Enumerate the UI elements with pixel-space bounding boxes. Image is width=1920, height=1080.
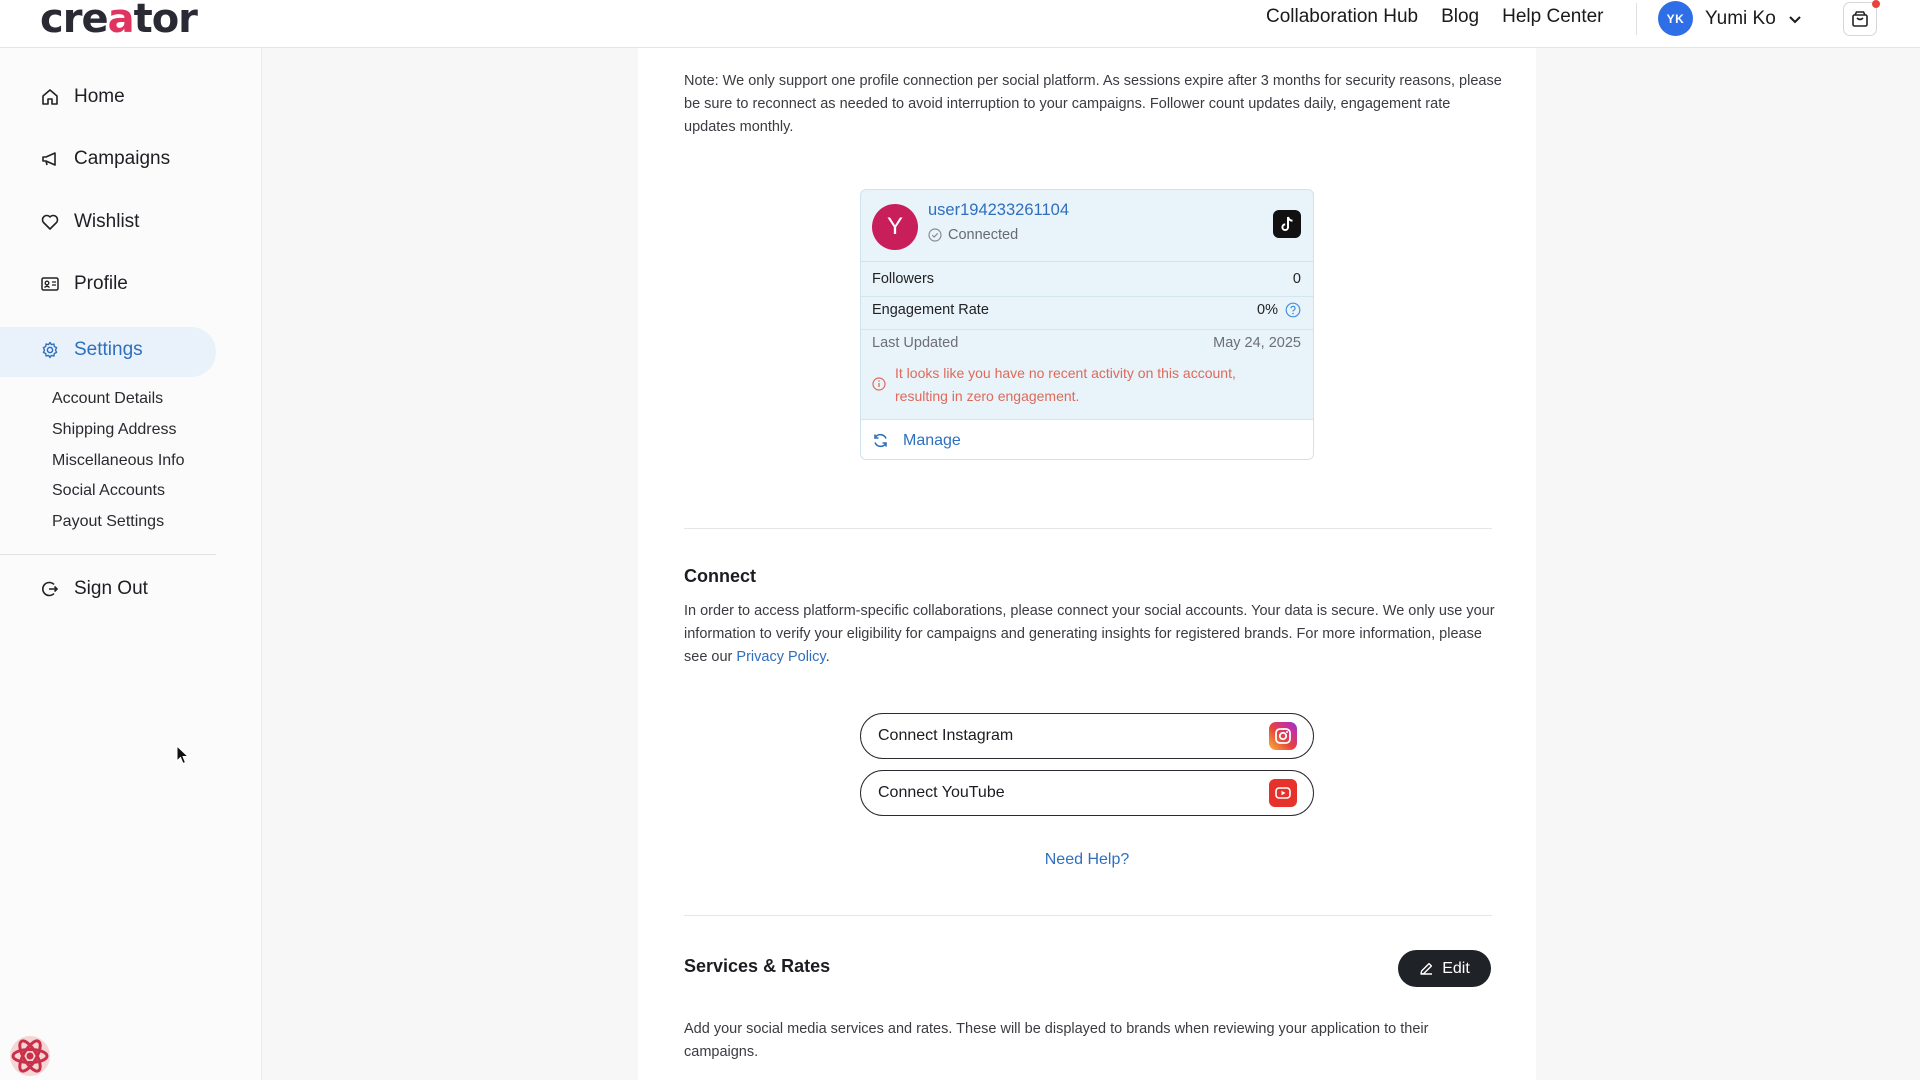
sign-out-label: Sign Out: [74, 578, 148, 599]
sign-out-button[interactable]: [40, 578, 148, 600]
sidebar-sub-account-details[interactable]: Account Details: [52, 390, 164, 407]
react-devtools-icon[interactable]: [8, 1034, 52, 1078]
heart-icon: [40, 212, 60, 232]
warning-text: It looks like you have no recent activity on this account, resulting in zero engagement.: [895, 365, 1236, 404]
row-divider: [861, 329, 1313, 330]
sidebar-item-label: Profile: [74, 273, 128, 294]
followers-value: 0: [1292, 271, 1301, 287]
settings-content: [638, 48, 1536, 1080]
nav-help-center[interactable]: Help Center: [1502, 6, 1604, 27]
account-card-header: [861, 190, 1313, 262]
creator-logo[interactable]: creator: [40, 0, 197, 42]
section-divider: [684, 915, 1492, 916]
sidebar-item-settings[interactable]: [40, 339, 143, 361]
shopping-bag-button[interactable]: [1843, 2, 1877, 36]
connect-description-text: In order to access platform-specific collaborations, please connect your social accounts. Your data is secure. We only use your information to verify your eligibility for campaigns and generating insights for registered brands. For more information, please see our: [684, 603, 1495, 665]
shopping-bag-icon: [1851, 10, 1869, 28]
last-updated-row: [872, 335, 1301, 351]
account-username[interactable]: user194233261104: [928, 201, 1069, 219]
tiktok-account-card: [860, 189, 1314, 460]
nav-divider: [1636, 3, 1637, 35]
zero-engagement-warning: [872, 362, 1292, 408]
pencil-icon: [1419, 961, 1434, 976]
refresh-icon: [872, 432, 889, 449]
avatar: YK: [1658, 1, 1693, 36]
connect-instagram-label: Connect Instagram: [878, 727, 1014, 744]
manage-button[interactable]: [861, 419, 1313, 460]
nav-blog[interactable]: Blog: [1441, 6, 1480, 27]
last-updated-label: Last Updated: [872, 335, 959, 351]
notification-dot: [1872, 0, 1880, 8]
edit-label: Edit: [1442, 959, 1470, 977]
account-avatar: Y: [872, 204, 918, 250]
section-divider: [684, 528, 1492, 529]
mouse-pointer-icon: [176, 745, 190, 770]
sidebar-sub-shipping-address[interactable]: Shipping Address: [52, 421, 177, 438]
sidebar-item-label: Home: [74, 86, 125, 107]
sidebar-item-label: Campaigns: [74, 148, 171, 169]
edit-services-button[interactable]: [1398, 950, 1491, 987]
connection-status: [928, 227, 1018, 243]
sidebar-item-wishlist[interactable]: [40, 211, 139, 233]
nav-collaboration-hub[interactable]: Collaboration Hub: [1266, 6, 1419, 27]
sidebar-sub-payout-settings[interactable]: Payout Settings: [52, 513, 165, 530]
sidebar-sub-miscellaneous-info[interactable]: Miscellaneous Info: [52, 452, 185, 469]
row-divider: [861, 296, 1313, 297]
services-description: Add your social media services and rates. These will be displayed to brands when reviewing your application to their campaigns.: [684, 1021, 1429, 1060]
engagement-value-wrap: [1257, 302, 1301, 318]
connect-description: In order to access platform-specific collaborations, please connect your social accounts. Your data is secure. We only use your information to verify your eligibility for campaigns and generating insights for registered brands. For more information, please see our Privacy Policy.: [684, 603, 1495, 665]
sidebar: [0, 48, 262, 1080]
engagement-value: 0%: [1257, 302, 1278, 318]
connect-youtube-label: Connect YouTube: [878, 784, 1005, 801]
profile-card-icon: [40, 274, 60, 294]
connection-status-label: Connected: [948, 227, 1019, 243]
manage-label: Manage: [903, 431, 961, 449]
tiktok-icon[interactable]: [1273, 210, 1301, 238]
sign-out-icon: [40, 579, 60, 599]
top-nav: [1266, 6, 1604, 28]
info-circle-icon: [872, 377, 886, 391]
engagement-label: Engagement Rate: [872, 302, 989, 318]
user-name: Yumi Ko: [1705, 7, 1776, 29]
followers-row: [872, 271, 1301, 287]
home-icon: [40, 87, 60, 107]
sidebar-item-label: Settings: [74, 339, 143, 360]
sidebar-item-home[interactable]: [40, 86, 125, 108]
chevron-down-icon: [1788, 12, 1802, 26]
connection-note: Note: We only support one profile connection per social platform. As sessions expire after 3 months for security reasons, please be sure to reconnect as needed to avoid interruption to your campaigns. Follower count updates daily, engagement rate updates monthly.: [684, 73, 1502, 135]
megaphone-icon: [40, 149, 60, 169]
connect-youtube-button[interactable]: [860, 770, 1314, 816]
gear-icon: [40, 340, 60, 360]
sidebar-divider: [0, 554, 216, 555]
instagram-icon: [1269, 722, 1297, 750]
check-circle-icon: [928, 228, 942, 242]
help-circle-icon[interactable]: [1285, 302, 1301, 318]
sidebar-item-campaigns[interactable]: [40, 148, 170, 170]
connect-instagram-button[interactable]: [860, 713, 1314, 759]
user-menu[interactable]: [1658, 1, 1802, 36]
services-rates-heading: Services & Rates: [684, 956, 831, 976]
sidebar-sub-social-accounts[interactable]: Social Accounts: [52, 482, 165, 499]
need-help-link[interactable]: Need Help?: [1044, 851, 1130, 868]
followers-label: Followers: [872, 271, 935, 287]
sidebar-item-label: Wishlist: [74, 211, 140, 232]
connect-heading: Connect: [684, 566, 756, 586]
youtube-icon: [1269, 779, 1297, 807]
top-header: [0, 0, 1920, 48]
last-updated-value: May 24, 2025: [1213, 335, 1301, 351]
sidebar-item-profile[interactable]: [40, 273, 128, 295]
privacy-policy-link[interactable]: Privacy Policy: [736, 649, 826, 665]
engagement-row: [872, 302, 1301, 318]
